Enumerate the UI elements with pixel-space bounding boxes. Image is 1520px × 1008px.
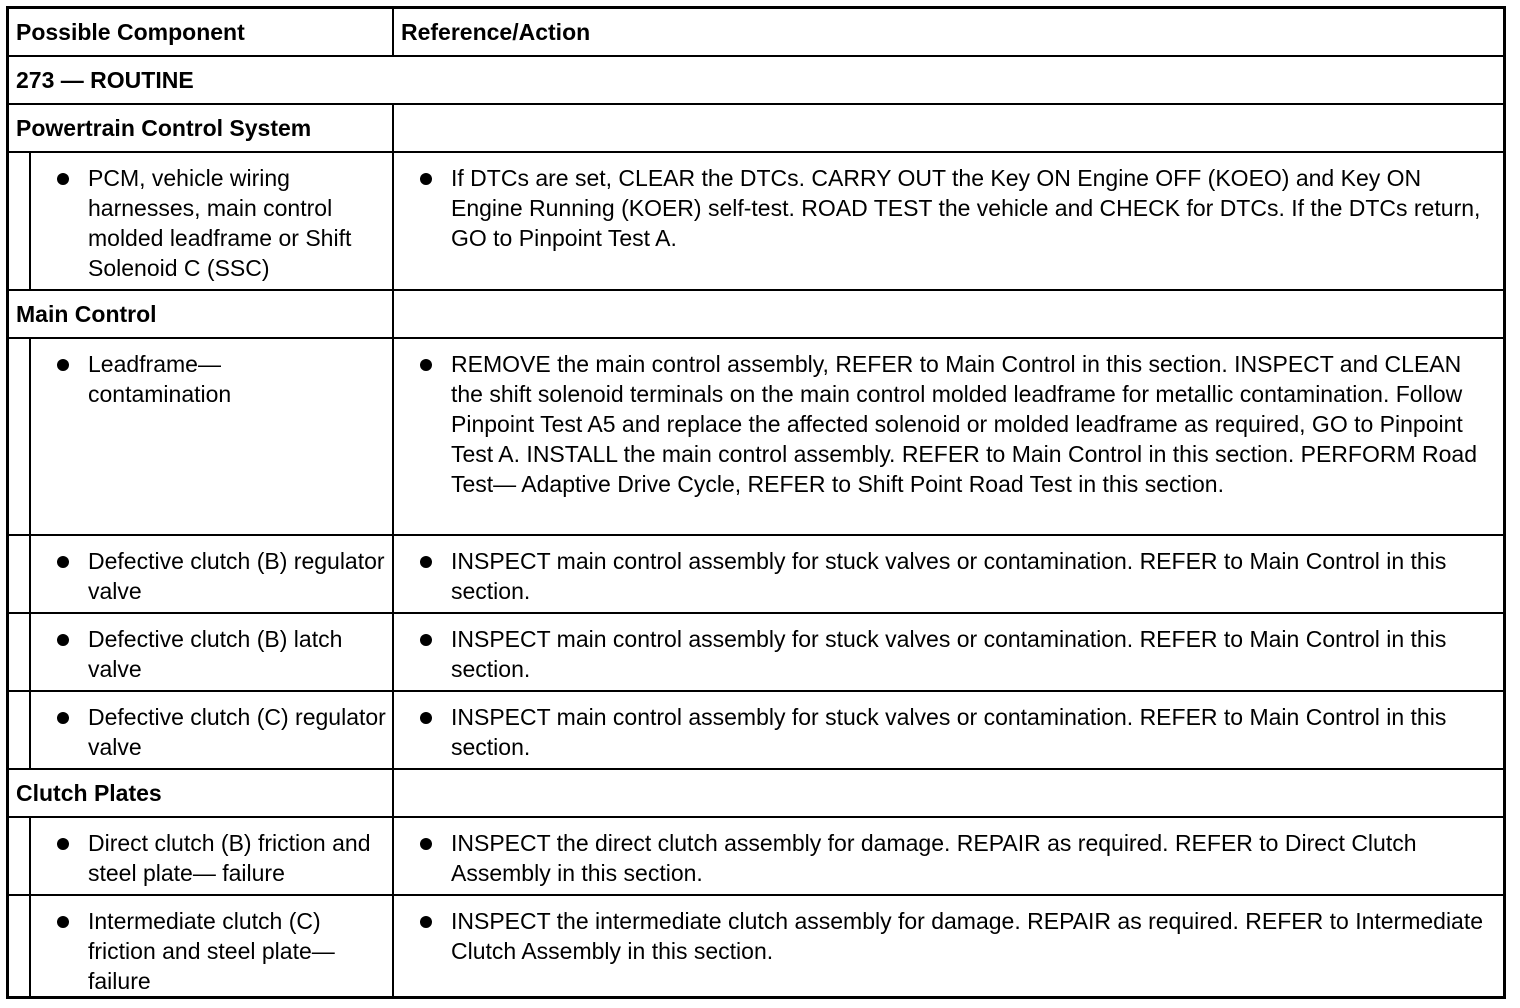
column-divider xyxy=(392,153,394,289)
bullet-icon xyxy=(57,634,69,646)
routine-title: 273 — ROUTINE xyxy=(16,67,194,93)
column-divider xyxy=(392,614,394,690)
bullet-icon xyxy=(420,173,432,185)
column-divider xyxy=(392,896,394,996)
component-text: Direct clutch (B) friction and steel plate— failure xyxy=(88,830,371,886)
table-header-row xyxy=(9,9,1503,57)
table-row xyxy=(9,153,1503,291)
bullet-icon xyxy=(420,916,432,928)
section-title: Clutch Plates xyxy=(16,780,162,806)
bullet-icon xyxy=(420,359,432,371)
bullet-icon xyxy=(57,712,69,724)
section-title: Main Control xyxy=(16,301,157,327)
indent-divider xyxy=(29,692,31,768)
table-row xyxy=(9,818,1503,896)
indent-divider xyxy=(29,896,31,996)
section-title: Powertrain Control System xyxy=(16,115,312,141)
section-header-row xyxy=(9,770,1503,818)
component-text: Defective clutch (B) regulator valve xyxy=(88,548,385,604)
bullet-icon xyxy=(57,556,69,568)
routine-title-row xyxy=(9,57,1503,105)
bullet-icon xyxy=(57,916,69,928)
bullet-icon xyxy=(420,712,432,724)
column-divider xyxy=(392,692,394,768)
bullet-icon xyxy=(57,173,69,185)
column-divider xyxy=(392,291,394,337)
table-row xyxy=(9,339,1503,536)
column-header-action: Reference/Action xyxy=(401,19,591,45)
action-text: If DTCs are set, CLEAR the DTCs. CARRY OUT the Key ON Engine OFF (KOEO) and Key ON Engine Running (KOER) self-test. ROAD TEST the vehicle and CHECK for DTCs. If the DTCs return, GO to Pinpoint Test A. xyxy=(451,165,1481,251)
column-divider xyxy=(392,770,394,816)
bullet-icon xyxy=(57,838,69,850)
action-text: INSPECT main control assembly for stuck valves or contamination. REFER to Main Control in this section. xyxy=(451,626,1447,682)
column-divider xyxy=(392,818,394,894)
section-header-row xyxy=(9,105,1503,153)
bullet-icon xyxy=(420,838,432,850)
action-text: REMOVE the main control assembly, REFER to Main Control in this section. INSPECT and CLEAN the shift solenoid terminals on the main control molded leadframe for metallic contamination. Follow Pinpoint Test A5 and replace the affected solenoid or molded leadframe as required, GO to Pinpoint Test A. INSTALL the main control assembly. REFER to Main Control in this section. PERFORM Road Test— Adaptive Drive Cycle, REFER to Shift Point Road Test in this section. xyxy=(451,351,1478,497)
component-text: Intermediate clutch (C) friction and steel plate— failure xyxy=(88,908,335,994)
bullet-icon xyxy=(57,359,69,371)
indent-divider xyxy=(29,536,31,612)
column-divider xyxy=(392,9,394,55)
component-text: Defective clutch (B) latch valve xyxy=(88,626,343,682)
action-text: INSPECT the intermediate clutch assembly for damage. REPAIR as required. REFER to Intermediate Clutch Assembly in this section. xyxy=(451,908,1484,964)
component-text: Defective clutch (C) regulator valve xyxy=(88,704,386,760)
table-row xyxy=(9,614,1503,692)
section-header-row xyxy=(9,291,1503,339)
indent-divider xyxy=(29,818,31,894)
component-text: PCM, vehicle wiring harnesses, main control molded leadframe or Shift Solenoid C (SSC) xyxy=(88,165,352,281)
column-divider xyxy=(392,105,394,151)
component-text: Leadframe— contamination xyxy=(88,351,232,407)
action-text: INSPECT the direct clutch assembly for damage. REPAIR as required. REFER to Direct Clutch Assembly in this section. xyxy=(451,830,1417,886)
indent-divider xyxy=(29,339,31,534)
table-row xyxy=(9,536,1503,614)
indent-divider xyxy=(29,614,31,690)
column-divider xyxy=(392,339,394,534)
action-text: INSPECT main control assembly for stuck valves or contamination. REFER to Main Control in this section. xyxy=(451,704,1447,760)
action-text: INSPECT main control assembly for stuck valves or contamination. REFER to Main Control in this section. xyxy=(451,548,1447,604)
column-header-component: Possible Component xyxy=(16,19,245,45)
bullet-icon xyxy=(420,634,432,646)
bullet-icon xyxy=(420,556,432,568)
table-row xyxy=(9,692,1503,770)
table-row xyxy=(9,896,1503,996)
diagnostic-table xyxy=(6,6,1506,999)
indent-divider xyxy=(29,153,31,289)
column-divider xyxy=(392,536,394,612)
